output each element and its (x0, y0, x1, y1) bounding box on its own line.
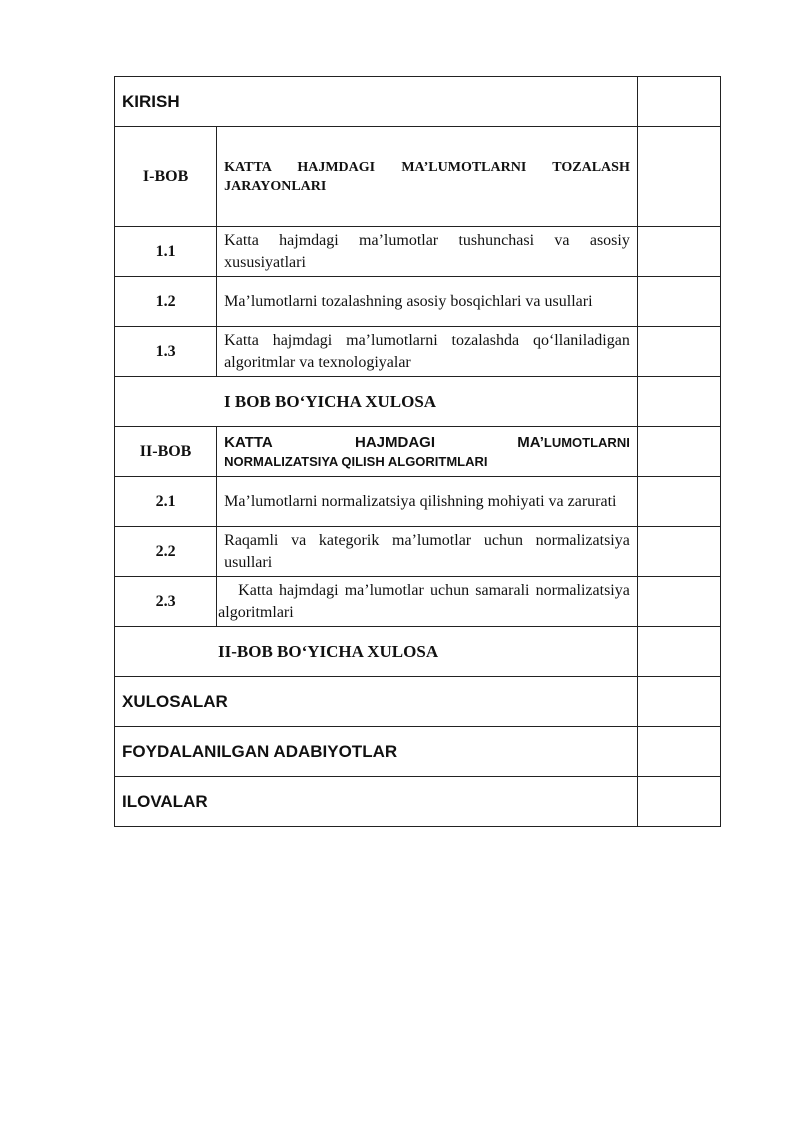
section-title: Ma’lumotlarni normalizatsiya qilishning mohiyati va zarurati (217, 477, 638, 527)
section-number: 2.3 (115, 577, 217, 627)
toc-row-xulosalar (115, 677, 721, 727)
toc-row-chapter2 (115, 427, 721, 477)
toc-row-chapter1 (115, 127, 721, 227)
page-number-cell (637, 377, 720, 427)
chapter2-summary: II-BOB BO‘YICHA XULOSA (115, 627, 638, 677)
chapter2-title-line1 (224, 433, 630, 452)
page-number-cell (637, 577, 720, 627)
toc-row-section (115, 477, 721, 527)
toc-row-section (115, 227, 721, 277)
toc-entry-xulosalar: XULOSALAR (115, 677, 638, 727)
page-number-cell (637, 77, 720, 127)
chapter1-number: I-BOB (115, 127, 217, 227)
toc-row-chapter1-summary (115, 377, 721, 427)
toc-row-chapter2-summary (115, 627, 721, 677)
page-number-cell (637, 677, 720, 727)
page-number-cell (637, 477, 720, 527)
page-number-cell (637, 127, 720, 227)
chapter1-summary: I BOB BO‘YICHA XULOSA (115, 377, 638, 427)
section-title: Ma’lumotlarni tozalashning asosiy bosqichlari va usullari (217, 277, 638, 327)
page-number-cell (637, 727, 720, 777)
toc-row-kirish (115, 77, 721, 127)
section-title: Katta hajmdagi ma’lumotlar tushunchasi va asosiy xususiyatlari (217, 227, 638, 277)
section-number: 1.3 (115, 327, 217, 377)
toc-entry-ilovalar: ILOVALAR (115, 777, 638, 827)
section-number: 2.2 (115, 527, 217, 577)
toc-entry-adabiyotlar: FOYDALANILGAN ADABIYOTLAR (115, 727, 638, 777)
toc-row-section (115, 527, 721, 577)
chapter2-title-word: HAJMDAGI (354, 433, 435, 451)
chapter2-number: II-BOB (115, 427, 217, 477)
chapter2-title (217, 427, 638, 477)
table-of-contents (114, 76, 721, 827)
page-number-cell (637, 327, 720, 377)
toc-row-adabiyotlar (115, 727, 721, 777)
page-number-cell (637, 777, 720, 827)
toc-row-section (115, 327, 721, 377)
toc-row-section (115, 577, 721, 627)
section-title-text: Katta hajmdagi ma’lumotlar uchun samarali normalizatsiya algoritmlari (218, 581, 630, 621)
section-number: 2.1 (115, 477, 217, 527)
section-title: Raqamli va kategorik ma’lumotlar uchun normalizatsiya usullari (217, 527, 638, 577)
chapter1-title: KATTA HAJMDAGI MA’LUMOTLARNI TOZALASH JARAYONLARI (217, 127, 638, 227)
section-number: 1.2 (115, 277, 217, 327)
section-title (217, 577, 638, 627)
section-number: 1.1 (115, 227, 217, 277)
page-number-cell (637, 427, 720, 477)
toc-row-section (115, 277, 721, 327)
toc-row-ilovalar (115, 777, 721, 827)
section-title: Katta hajmdagi ma’lumotlarni tozalashda qo‘llaniladigan algoritmlar va texnologiyalar (217, 327, 638, 377)
page-number-cell (637, 627, 720, 677)
chapter2-title-word: KATTA (224, 433, 273, 451)
page-number-cell (637, 227, 720, 277)
chapter2-title-line2: NORMALIZATSIYA QILISH ALGORITMLARI (224, 453, 488, 469)
page-number-cell (637, 527, 720, 577)
toc-entry-kirish: KIRISH (115, 77, 638, 127)
page-number-cell (637, 277, 720, 327)
chapter2-title-word: MA’LUMOTLARNI (517, 433, 630, 451)
